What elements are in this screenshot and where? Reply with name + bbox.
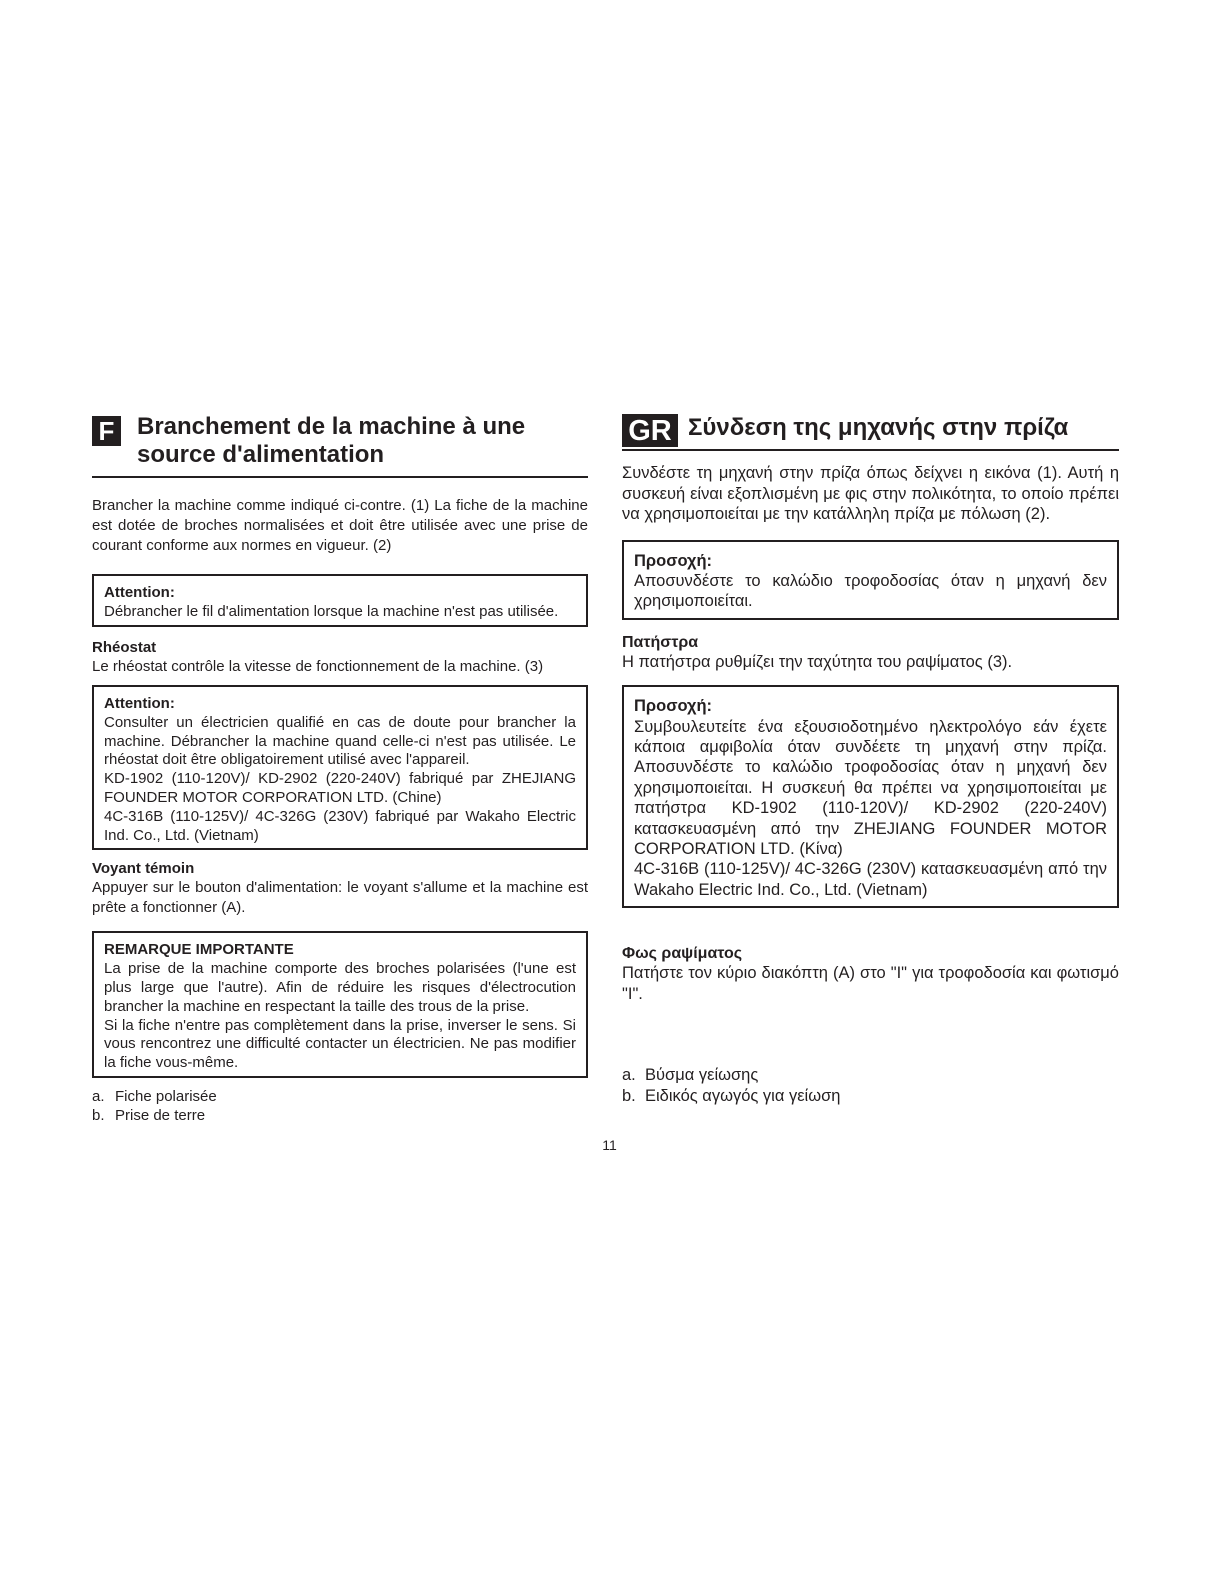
pedal-title: Πατήστρα (622, 633, 699, 651)
french-important-box (92, 931, 588, 1078)
attention-motor-line-2: 4C-316B (110-125V)/ 4C-326G (230V) fabriqué par Wakaho Electric Ind. Co., Ltd. (Vietnam) (104, 807, 576, 844)
attention-title: Προσοχή: (634, 697, 713, 716)
french-attention-box-2 (92, 685, 588, 850)
french-legend-list (92, 1088, 588, 1125)
light-title: Φως ραψίματος (622, 945, 743, 963)
attention-motor-line: 4C-316B (110-125V)/ 4C-326G (230V) κατασκευασμένη από την Wakaho Electric Ind. Co., Ltd. (Vietnam) (634, 860, 1107, 899)
greek-light-section (622, 944, 1119, 1004)
attention-title: Attention: (104, 584, 175, 601)
french-title: Branchement de la machine à une source d'alimentation (137, 413, 526, 468)
important-text-2: Si la fiche n'entre pas complètement dans la prise, inverser le sens. Si vous rencontrez une difficulté contacter un électricien. Ne pas modifier la fiche vous-même. (104, 1016, 576, 1072)
french-attention-box-1 (92, 574, 588, 627)
language-badge-gr: GR (622, 414, 678, 447)
french-section (92, 410, 588, 1125)
french-heading (92, 410, 588, 478)
attention-title: Προσοχή: (634, 551, 713, 570)
language-badge-fr: F (92, 416, 121, 446)
attention-title: Attention: (104, 695, 175, 713)
greek-section (622, 410, 1119, 1107)
greek-attention-box-2 (622, 685, 1119, 908)
page-number: 11 (602, 1137, 617, 1153)
attention-text: Αποσυνδέστε το καλώδιο τροφοδοσίας όταν η μηχανή δεν χρησιμοποιείται. (634, 571, 1107, 611)
light-text: Πατήστε τον κύριο διακόπτη (A) στο "I" για τροφοδοσία και φωτισμό "I". (622, 964, 1119, 1003)
list-item: a. Βύσμα γείωσης (622, 1066, 759, 1085)
greek-legend-list (622, 1065, 1119, 1107)
greek-attention-box-1 (622, 540, 1119, 620)
indicator-title: Voyant témoin (92, 860, 195, 878)
greek-pedal-section (622, 633, 1119, 673)
attention-motor-line-1: KD-1902 (110-120V)/ KD-2902 (220-240V) fabriqué par ZHEJIANG FOUNDER MOTOR CORPORATION LTD. (Chine) (104, 770, 576, 807)
greek-heading (622, 410, 1119, 451)
list-item: a. Fiche polarisée (92, 1088, 217, 1106)
rheostat-title: Rhéostat (92, 638, 157, 656)
important-title: REMARQUE IMPORTANTE (104, 941, 294, 959)
attention-text: Συμβουλευτείτε ένα εξουσιοδοτημένο ηλεκτρολόγο εάν έχετε κάποια αμφιβολία όταν συνδέετε τη μηχανή στην πρίζα. Αποσυνδέστε το καλώδιο τροφοδοσίας όταν η μηχανή δεν χρησιμοποιείται. Η συσκευή θα πρέπει να χρησιμοποιείται με πατήστρα KD-1902 (110-120V)/ KD-2902 (220-240V) κατασκευασμένη από την ZHEJIANG FOUNDER MOTOR CORPORATION LTD. (Κίνα) (634, 717, 1107, 859)
pedal-text: Η πατήστρα ρυθμίζει την ταχύτητα του ραψίματος (3). (622, 652, 1013, 671)
greek-title: Σύνδεση της μηχανής στην πρίζα (688, 414, 1069, 441)
french-indicator-section (92, 860, 588, 917)
important-text-1: La prise de la machine comporte des broches polarisées (l'une est plus large que l'autre). Afin de réduire les risques d'électrocution brancher la machine en respectant la taille des trous de la prise. (104, 960, 576, 1015)
attention-text: Débrancher le fil d'alimentation lorsque la machine n'est pas utilisée. (104, 602, 559, 620)
list-item: b. Ειδικός αγωγός για γείωση (622, 1087, 841, 1106)
french-intro: Brancher la machine comme indiqué ci-contre. (1) La fiche de la machine est dotée de broches normalisées et doit être utilisée avec une prise de courant conforme aux normes en vigueur. (2) (92, 497, 588, 554)
indicator-text: Appuyer sur le bouton d'alimentation: le voyant s'allume et la machine est prête a fonctionner (A). (92, 879, 588, 916)
greek-intro: Συνδέστε τη μηχανή στην πρίζα όπως δείχνει η εικόνα (1). Αυτή η συσκευή είναι εξοπλισμένη με φις στην πολικότητα, το οποίο πρέπει να χρησιμοποιείται με την κατάλληλη πρίζα με πόλωση (2). (622, 464, 1119, 523)
attention-text: Consulter un électricien qualifié en cas de doute pour brancher la machine. Débrancher la machine quand celle-ci n'est pas utilisée. Le rhéostat doit être obligatoirement utilisé avec l'appareil. (104, 713, 576, 769)
french-rheostat-section (92, 639, 588, 677)
rheostat-text: Le rhéostat contrôle la vitesse de fonctionnement de la machine. (3) (92, 657, 544, 675)
list-item: b. Prise de terre (92, 1106, 206, 1124)
